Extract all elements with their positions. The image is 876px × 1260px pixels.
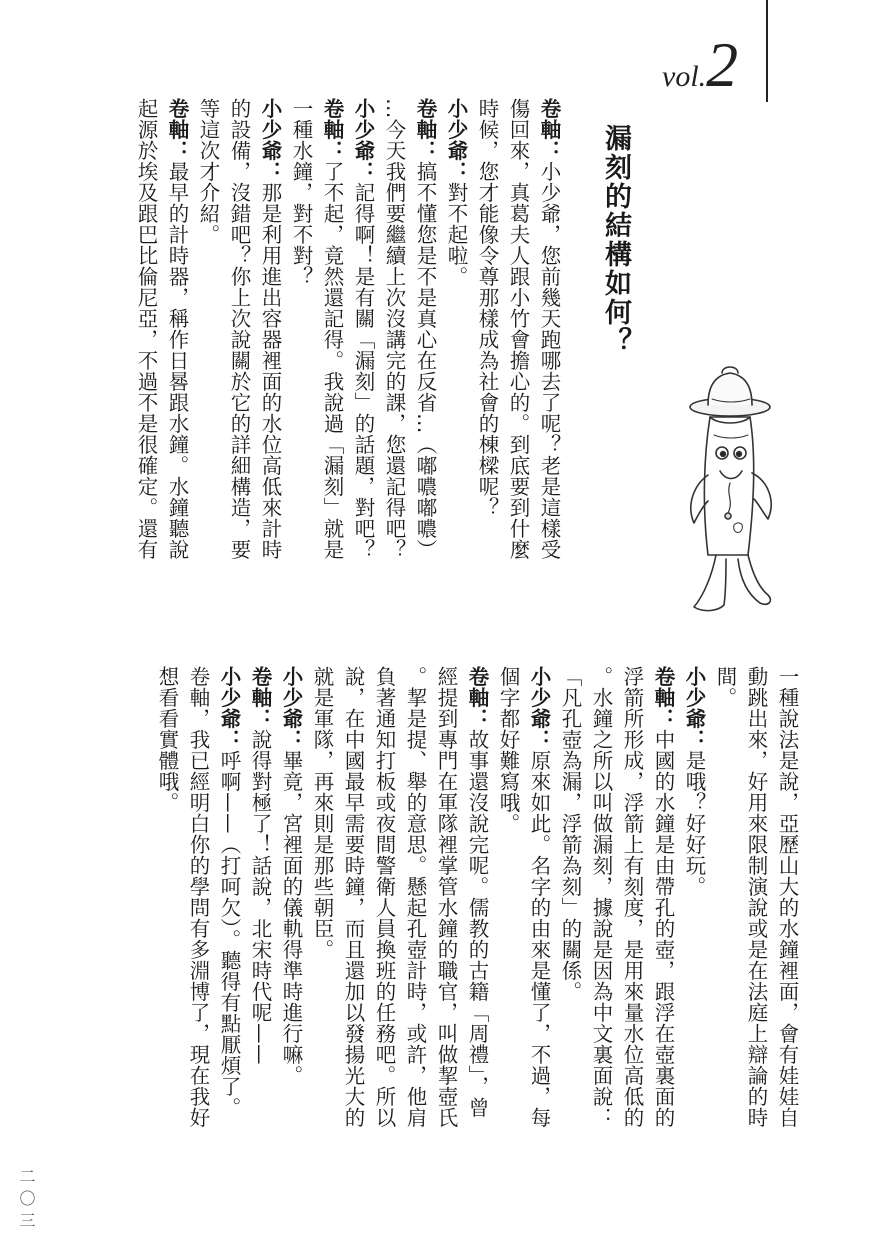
dialogue-line: …今天我們要繼續上次沒講完的課，您還記得吧？	[382, 98, 406, 560]
dialogue-line: 的設備，沒錯吧？你上次說關於它的詳細構造，要	[227, 98, 251, 560]
scroll-mascot-illustration	[664, 355, 794, 625]
volume-number: 2	[706, 29, 739, 100]
dialogue-line: 動跳出來，好用來限制演說或是在法庭上辯論的時	[744, 666, 768, 1128]
dialogue-line: 卷軸：中國的水鐘是由帶孔的壺，跟浮在壺裏面的	[651, 666, 675, 1128]
dialogue-line: 小少爺：呼啊——（打呵欠）。聽得有點厭煩了。	[217, 666, 241, 1118]
dialogue-block-top	[130, 98, 564, 618]
dialogue-line: 時候，您才能像令尊那樣成為社會的棟樑呢？	[475, 98, 499, 518]
section-title: 漏刻的結構如何？	[600, 124, 631, 356]
dialogue-line: 。挈是提、舉的意思。懸起孔壺計時，或許，他肩	[403, 666, 427, 1128]
dialogue-line: 一種水鐘，對不對？	[289, 98, 313, 287]
header-rule	[766, 0, 768, 102]
dialogue-line: 小少爺：記得啊！是有關「漏刻」的話題，對吧？	[351, 98, 375, 560]
dialogue-line: 卷軸：故事還沒說完呢。儒教的古籍「周禮」，曾	[465, 666, 489, 1118]
dialogue-line: 卷軸：搞不懂您是不是真心在反省…（嘟噥嘟噥）	[413, 98, 437, 560]
dialogue-line: 卷軸，我已經明白你的學問有多淵博了，現在我好	[186, 666, 210, 1128]
dialogue-line: 想看看實體哦。	[155, 666, 179, 813]
dialogue-block-bottom	[151, 666, 802, 1176]
dialogue-line: 。水鐘之所以叫做漏刻，據說是因為中文裏面說：	[589, 666, 613, 1128]
dialogue-line: 「凡孔壺為漏，浮箭為刻」的關係。	[558, 666, 582, 1002]
dialogue-line: 小少爺：那是利用進出容器裡面的水位高低來計時	[258, 98, 282, 560]
dialogue-line: 間。	[713, 666, 737, 708]
dialogue-line: 說，在中國最早需要時鐘，而且還加以發揚光大的	[341, 666, 365, 1128]
dialogue-line: 小少爺：是哦？好好玩。	[682, 666, 706, 897]
dialogue-line: 卷軸：了不起，竟然還記得。我說過「漏刻」就是	[320, 98, 344, 560]
volume-word: vol.	[662, 60, 707, 93]
dialogue-line: 經提到專門在軍隊裡掌管水鐘的職官，叫做挈壺氏	[434, 666, 458, 1128]
dialogue-line: 卷軸：說得對極了！話說，北宋時代呢——	[248, 666, 272, 1065]
dialogue-line: 等這次才介紹。	[196, 98, 220, 245]
dialogue-line: 起源於埃及跟巴比倫尼亞，不過不是很確定。還有	[134, 98, 158, 560]
dialogue-line: 小少爺：畢竟，宮裡面的儀軌得準時進行嘛。	[279, 666, 303, 1086]
dialogue-line: 小少爺：原來如此。名字的由來是懂了，不過，每	[527, 666, 551, 1128]
dialogue-line: 浮箭所形成，浮箭上有刻度，是用來量水位高低的	[620, 666, 644, 1128]
page-number: 二〇三	[17, 1168, 36, 1234]
dialogue-line: 卷軸：小少爺，您前幾天跑哪去了呢？老是這樣受	[537, 98, 561, 560]
volume-label	[662, 28, 738, 102]
dialogue-line: 小少爺：對不起啦。	[444, 98, 468, 287]
dialogue-line: 傷回來，真葛夫人跟小竹會擔心的。到底要到什麼	[506, 98, 530, 560]
dialogue-line: 負著通知打板或夜間警衛人員換班的任務吧。所以	[372, 666, 396, 1128]
dialogue-line: 就是軍隊，再來則是那些朝臣。	[310, 666, 334, 960]
dialogue-line: 個字都好難寫哦。	[496, 666, 520, 834]
dialogue-line: 一種說法是說，亞歷山大的水鐘裡面，會有娃娃自	[775, 666, 799, 1128]
dialogue-line: 卷軸：最早的計時器，稱作日晷跟水鐘。水鐘聽說	[165, 98, 189, 560]
